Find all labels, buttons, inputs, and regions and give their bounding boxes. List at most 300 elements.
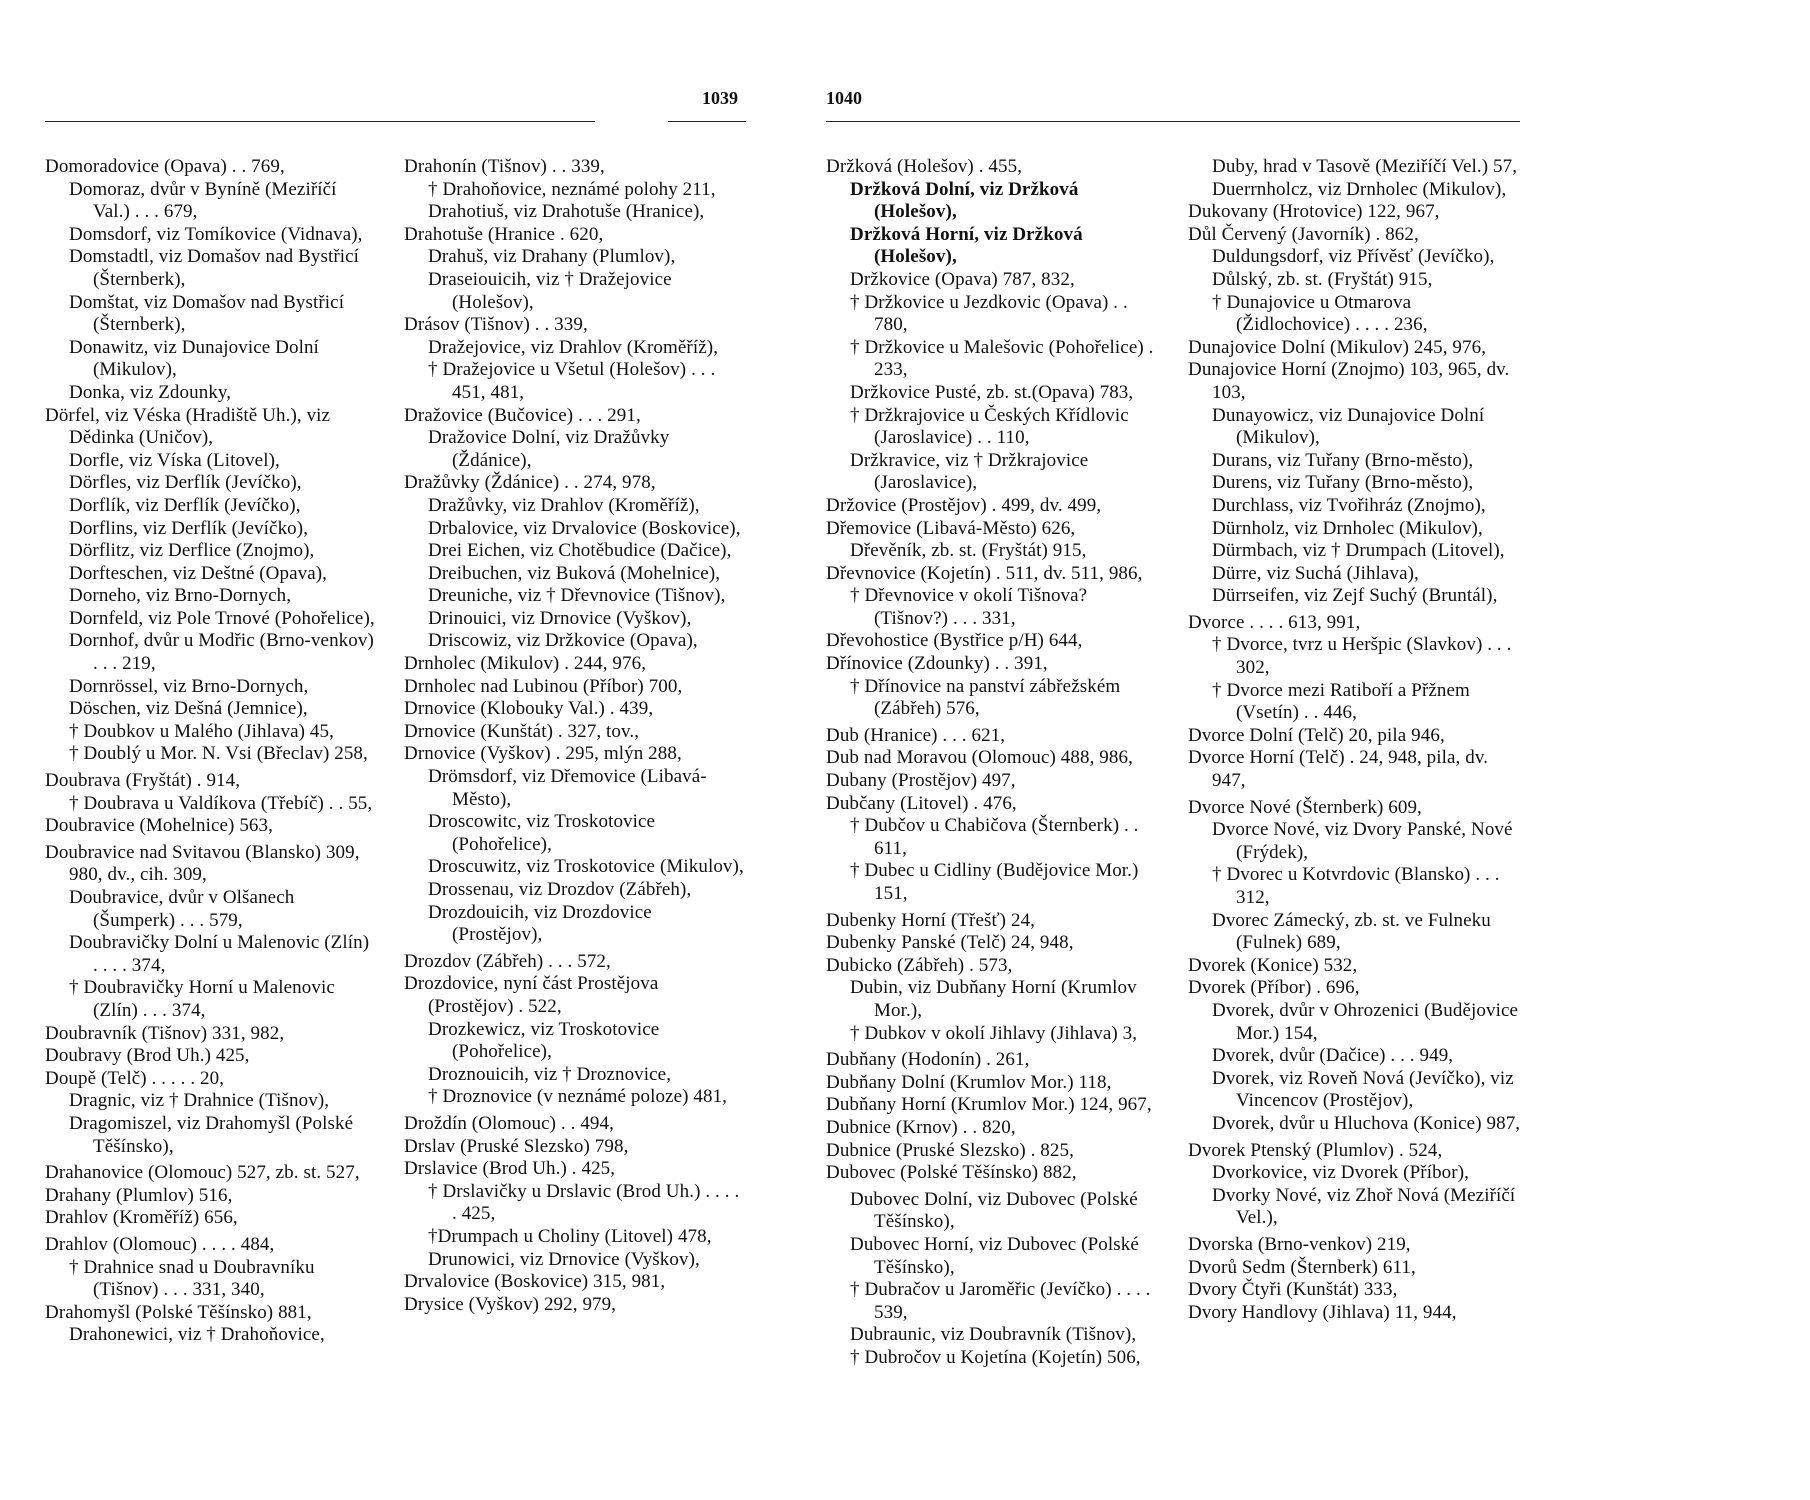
entry-text: Dvorek, dvůr u Hluchova (Konice) 987,	[1212, 1112, 1521, 1134]
index-entry	[1188, 1000, 1523, 1045]
index-entry	[45, 156, 375, 179]
index-entry	[1188, 1257, 1523, 1280]
entry-text: Dubenky Panské (Telč) 24, 948,	[826, 932, 1074, 954]
index-entry	[404, 314, 744, 337]
index-entry	[826, 269, 1161, 292]
index-entry	[45, 1185, 375, 1208]
index-entry	[404, 1181, 744, 1226]
entry-text: Dürnholz, viz Drnholec (Mikulov),	[1212, 517, 1483, 539]
entry-text: Dürre, viz Suchá (Jihlava),	[1212, 562, 1419, 584]
index-column-left-2	[404, 156, 744, 1316]
entry-text: Drásov (Tišnov) . . 339,	[404, 314, 588, 336]
entry-text: Dubňany Dolní (Krumlov Mor.) 118,	[826, 1071, 1112, 1093]
index-entry	[826, 292, 1161, 337]
entry-text: † Dvorce mezi Ratiboří a Přžnem (Vsetín) . . 446,	[1212, 679, 1470, 724]
index-entry	[404, 1294, 744, 1317]
entry-text: Doubravice (Mohelnice) 563,	[45, 815, 273, 837]
index-entry	[826, 1140, 1161, 1163]
entry-text: Dvorce . . . . 613, 991,	[1188, 611, 1361, 633]
index-entry	[1188, 585, 1523, 608]
index-entry	[45, 676, 375, 699]
entry-text: † Dvorce, tvrz u Heršpic (Slavkov) . . . 302,	[1212, 634, 1512, 679]
index-entry	[826, 747, 1161, 770]
index-entry	[45, 977, 375, 1022]
entry-text: Dvory Čtyři (Kunštát) 333,	[1188, 1279, 1398, 1301]
index-entry	[1188, 819, 1523, 864]
index-entry	[826, 932, 1161, 955]
index-entry	[404, 427, 744, 472]
entry-text: Dražůvky, viz Drahlov (Kroměříž),	[428, 494, 700, 516]
entry-text: Drahotiuš, viz Drahotuše (Hranice),	[428, 201, 705, 223]
index-entry	[45, 793, 375, 816]
index-entry	[404, 495, 744, 518]
entry-text: Domsdorf, viz Tomíkovice (Vidnava),	[69, 223, 363, 245]
entry-text: Donka, viz Zdounky,	[69, 381, 232, 403]
entry-text: Dubňany (Hodonín) . 261,	[826, 1049, 1030, 1071]
index-entry	[404, 359, 744, 404]
entry-text: † Droznovice (v neznámé poloze) 481,	[428, 1086, 728, 1108]
index-entry	[404, 1136, 744, 1159]
index-entry	[404, 1086, 744, 1109]
index-entry	[404, 1064, 744, 1087]
entry-text: Dvorky Nové, viz Zhoř Nová (Meziříčí Vel.),	[1212, 1184, 1516, 1229]
index-entry	[1188, 337, 1523, 360]
index-entry	[404, 743, 744, 766]
entry-text: Doubravník (Tišnov) 331, 982,	[45, 1022, 285, 1044]
index-entry	[1188, 179, 1523, 202]
index-entry	[404, 405, 744, 428]
index-entry	[45, 743, 375, 766]
entry-text: † Držkovice u Malešovic (Pohořelice) . 233,	[850, 336, 1154, 381]
entry-text: Dorneho, viz Brno-Dornych,	[69, 585, 292, 607]
index-entry	[45, 1302, 375, 1325]
entry-text: Důl Červený (Javorník) . 862,	[1188, 223, 1419, 245]
index-entry	[826, 1324, 1161, 1347]
index-entry	[826, 1023, 1161, 1046]
entry-text: Drinouici, viz Drnovice (Vyškov),	[428, 607, 692, 629]
index-entry	[826, 337, 1161, 382]
entry-text: Dvorce Nové (Šternberk) 609,	[1188, 796, 1422, 818]
entry-text: Dragnic, viz † Drahnice (Tišnov),	[69, 1090, 330, 1112]
entry-text: Doubravičky Dolní u Malenovic (Zlín) . . . . 374,	[69, 932, 370, 976]
entry-text: Dorflík, viz Derflík (Jevíčko),	[69, 494, 301, 516]
entry-text: Drozdovice, nyní část Prostějova (Prostějov) . 522,	[404, 973, 659, 1017]
index-entry	[1188, 910, 1523, 955]
entry-text: † Dubčov u Chabičova (Šternberk) . . 611,	[850, 815, 1139, 859]
entry-text: † Dřínovice na panství zábřežském (Zábřeh) 576,	[850, 675, 1121, 720]
entry-text: Dubin, viz Dubňany Horní (Krumlov Mor.),	[850, 977, 1137, 1021]
index-entry	[45, 1162, 375, 1185]
index-entry	[404, 902, 744, 947]
index-entry	[404, 269, 744, 314]
entry-text: Dubraunic, viz Doubravník (Tišnov),	[850, 1324, 1137, 1346]
index-entry	[404, 1249, 744, 1272]
entry-text: Doubravice, dvůr v Olšanech (Šumperk) . . . 579,	[69, 887, 295, 931]
index-entry	[404, 973, 744, 1018]
entry-text: Držkravice, viz † Držkrajovice (Jaroslavice),	[850, 449, 1089, 494]
entry-text: Domštat, viz Domašov nad Bystřicí (Šternberk),	[69, 291, 345, 336]
entry-text: Dřemovice (Libavá-Město) 626,	[826, 517, 1076, 539]
header-rule	[826, 121, 1520, 122]
entry-text: Dubany (Prostějov) 497,	[826, 770, 1016, 792]
entry-text: Drahlov (Kroměříž) 656,	[45, 1207, 238, 1229]
index-entry	[826, 1094, 1161, 1117]
entry-text: Dreibuchen, viz Buková (Mohelnice),	[428, 562, 721, 584]
index-entry	[404, 856, 744, 879]
page-number: 1039	[702, 88, 738, 108]
index-entry	[1188, 1279, 1523, 1302]
entry-text: Durens, viz Tuřany (Brno-město),	[1212, 472, 1474, 494]
entry-text: Duby, hrad v Tasově (Meziříčí Vel.) 57,	[1212, 156, 1518, 177]
entry-text: † Drslavičky u Drslavic (Brod Uh.) . . . . . 425,	[428, 1180, 740, 1225]
entry-text: Drvalovice (Boskovice) 315, 981,	[404, 1271, 666, 1293]
index-entry	[1188, 955, 1523, 978]
index-column-right-1	[826, 156, 1161, 1369]
index-entry	[1188, 747, 1523, 792]
entry-text: Dvorec Zámecký, zb. st. ve Fulneku (Fulnek) 689,	[1212, 909, 1491, 954]
entry-text: Dubovec Horní, viz Dubovec (Polské Těšínsko),	[850, 1233, 1139, 1278]
index-entry	[826, 1189, 1161, 1234]
index-entry	[1188, 359, 1523, 404]
index-entry	[45, 518, 375, 541]
entry-text: Doupě (Telč) . . . . . 20,	[45, 1067, 225, 1089]
index-entry	[826, 156, 1161, 179]
entry-text: † Dunajovice u Otmarova (Židlochovice) . . . . 236,	[1212, 291, 1428, 336]
entry-text: † Dubročov u Kojetína (Kojetín) 506,	[850, 1346, 1141, 1368]
entry-text: Dvorů Sedm (Šternberk) 611,	[1188, 1256, 1416, 1278]
entry-text: Dukovany (Hrotovice) 122, 967,	[1188, 201, 1440, 223]
entry-text: Dvorce Horní (Telč) . 24, 948, pila, dv. 947,	[1188, 747, 1489, 792]
entry-text: Dörflitz, viz Derflice (Znojmo),	[69, 540, 315, 562]
index-entry	[826, 450, 1161, 495]
index-entry	[826, 585, 1161, 630]
index-entry	[404, 563, 744, 586]
entry-text: Držkovice Pusté, zb. st.(Opava) 783,	[850, 381, 1134, 403]
index-entry	[45, 1023, 375, 1046]
entry-text: Dražovice Dolní, viz Dražůvky (Ždánice),	[428, 427, 670, 471]
entry-text: Držkovice (Opava) 787, 832,	[850, 268, 1075, 290]
index-entry	[45, 450, 375, 473]
index-entry	[826, 653, 1161, 676]
entry-text: Dvorce Nové, viz Dvory Panské, Nové (Frýdek),	[1212, 819, 1513, 863]
entry-text: Dunajovice Horní (Znojmo) 103, 965, dv. 103,	[1188, 359, 1510, 403]
entry-text: Dornfeld, viz Pole Trnové (Pohořelice),	[69, 607, 375, 629]
index-entry	[826, 1279, 1161, 1324]
entry-text: Dubnice (Pruské Slezsko) . 825,	[826, 1139, 1074, 1161]
entry-text: Duldungsdorf, viz Přívěsť (Jevíčko),	[1212, 246, 1495, 268]
entry-text: † Dvorec u Kotvrdovic (Blansko) . . . 312,	[1212, 864, 1500, 908]
entry-text: Drahanovice (Olomouc) 527, zb. st. 527,	[45, 1162, 360, 1184]
entry-text: † Doublý u Mor. N. Vsi (Břeclav) 258,	[69, 743, 368, 765]
index-entry	[826, 676, 1161, 721]
entry-text: Drahlov (Olomouc) . . . . 484,	[45, 1233, 275, 1255]
index-entry	[45, 246, 375, 291]
entry-text: Dörfles, viz Derflík (Jevíčko),	[69, 472, 302, 494]
entry-text: † Dřevnovice v okolí Tišnova? (Tišnov?) . . . 331,	[850, 585, 1088, 629]
entry-text: Drbalovice, viz Drvalovice (Boskovice),	[428, 517, 741, 539]
index-entry	[826, 770, 1161, 793]
entry-text: Dub (Hranice) . . . 621,	[826, 724, 1006, 746]
index-entry	[1188, 680, 1523, 725]
index-entry	[45, 1324, 375, 1347]
entry-text: Duerrnholcz, viz Drnholec (Mikulov),	[1212, 178, 1507, 200]
index-entry	[1188, 472, 1523, 495]
index-entry	[45, 630, 375, 675]
page-number: 1040	[826, 88, 862, 108]
entry-text: Dürrseifen, viz Zejf Suchý (Bruntál),	[1212, 585, 1498, 607]
index-entry	[404, 540, 744, 563]
entry-text: Dub nad Moravou (Olomouc) 488, 986,	[826, 747, 1133, 769]
entry-text: † Doubravičky Horní u Malenovic (Zlín) . . . 374,	[69, 977, 335, 1021]
entry-text: Droscuwitz, viz Troskotovice (Mikulov),	[428, 856, 744, 878]
index-entry	[45, 815, 375, 838]
index-entry	[826, 382, 1161, 405]
header-rule	[45, 121, 595, 122]
index-entry	[1188, 1185, 1523, 1230]
index-entry	[45, 1207, 375, 1230]
index-entry	[404, 676, 744, 699]
entry-text: Držková Horní, viz Držková (Holešov),	[850, 223, 1083, 268]
entry-text: Domoradovice (Opava) . . 769,	[45, 156, 285, 177]
index-entry	[826, 1162, 1161, 1185]
index-entry	[45, 770, 375, 793]
entry-text: †Drumpach u Choliny (Litovel) 478,	[428, 1225, 712, 1247]
index-entry	[404, 1019, 744, 1064]
index-entry	[826, 815, 1161, 860]
entry-text: Dražovice (Bučovice) . . . 291,	[404, 404, 641, 426]
entry-text: † Dubkov v okolí Jihlavy (Jihlava) 3,	[850, 1022, 1138, 1044]
entry-text: Drahany (Plumlov) 516,	[45, 1184, 233, 1206]
index-entry	[826, 1117, 1161, 1140]
index-entry	[45, 540, 375, 563]
entry-text: Dvorek Ptenský (Plumlov) . 524,	[1188, 1139, 1443, 1161]
entry-text: Držovice (Prostějov) . 499, dv. 499,	[826, 494, 1102, 516]
entry-text: Droždín (Olomouc) . . 494,	[404, 1112, 614, 1134]
entry-text: Dunayowicz, viz Dunajovice Dolní (Mikulov),	[1212, 404, 1485, 449]
index-entry	[826, 224, 1161, 269]
index-entry	[45, 887, 375, 932]
entry-text: Doubravice nad Svitavou (Blansko) 309, 980, dv., cih. 309,	[45, 841, 360, 886]
entry-text: Driscowiz, viz Držkovice (Opava),	[428, 630, 698, 652]
index-entry	[1188, 634, 1523, 679]
index-entry	[826, 725, 1161, 748]
index-entry	[45, 337, 375, 382]
index-entry	[1188, 864, 1523, 909]
entry-text: Dřevohostice (Bystřice p/H) 644,	[826, 630, 1083, 652]
index-entry	[826, 977, 1161, 1022]
entry-text: Dorfteschen, viz Deštné (Opava),	[69, 562, 328, 584]
entry-text: Dubenky Horní (Třešť) 24,	[826, 909, 1036, 931]
index-entry	[1188, 1162, 1523, 1185]
index-entry	[826, 1049, 1161, 1072]
entry-text: Donawitz, viz Dunajovice Dolní (Mikulov),	[69, 336, 319, 381]
index-entry	[1188, 518, 1523, 541]
entry-text: † Doubrava u Valdíkova (Třebíč) . . 55,	[69, 792, 373, 814]
index-entry	[1188, 405, 1523, 450]
entry-text: Dvorska (Brno-venkov) 219,	[1188, 1233, 1411, 1255]
entry-text: Drahuš, viz Drahany (Plumlov),	[428, 246, 676, 268]
entry-text: Drahomyšl (Polské Těšínsko) 881,	[45, 1301, 312, 1323]
entry-text: Dvorek (Příbor) . 696,	[1188, 977, 1360, 999]
entry-text: Dvorek, dvůr (Dačice) . . . 949,	[1212, 1045, 1454, 1067]
index-entry	[826, 179, 1161, 224]
entry-text: † Držkovice u Jezdkovic (Opava) . . 780,	[850, 291, 1128, 336]
index-entry	[826, 860, 1161, 905]
entry-text: Dreuniche, viz † Dřevnovice (Tišnov),	[428, 585, 726, 607]
entry-text: † Drahnice snad u Doubravníku (Tišnov) . . . 331, 340,	[69, 1256, 315, 1301]
index-entry	[404, 951, 744, 974]
entry-text: Dörfel, viz Véska (Hradiště Uh.), viz Dědinka (Uničov),	[45, 404, 331, 449]
entry-text: Dürmbach, viz † Drumpach (Litovel),	[1212, 540, 1505, 562]
index-entry	[404, 721, 744, 744]
entry-text: † Držkrajovice u Českých Křídlovic (Jaroslavice) . . 110,	[850, 404, 1129, 449]
entry-text: Drahotuše (Hranice . 620,	[404, 223, 604, 245]
index-column-left-1	[45, 156, 375, 1347]
index-entry	[404, 811, 744, 856]
index-column-right-2	[1188, 156, 1523, 1324]
index-entry	[826, 630, 1161, 653]
index-entry	[1188, 246, 1523, 269]
index-entry	[826, 955, 1161, 978]
index-entry	[404, 246, 744, 269]
entry-text: † Drahoňovice, neznámé polohy 211,	[428, 178, 716, 200]
entry-text: Drahonewici, viz † Drahoňovice,	[69, 1324, 325, 1346]
entry-text: Drahonín (Tišnov) . . 339,	[404, 156, 605, 177]
index-entry	[826, 563, 1161, 586]
index-entry	[45, 932, 375, 977]
entry-text: Dubovec Dolní, viz Dubovec (Polské Těšínsko),	[850, 1188, 1138, 1233]
index-entry	[1188, 201, 1523, 224]
entry-text: Dražejovice, viz Drahlov (Kroměříž),	[428, 336, 719, 358]
entry-text: Drnovice (Vyškov) . 295, mlýn 288,	[404, 743, 682, 765]
index-entry	[1188, 1140, 1523, 1163]
entry-text: Drossenau, viz Drozdov (Zábřeh),	[428, 879, 692, 900]
entry-text: Dorfle, viz Víska (Litovel),	[69, 449, 280, 471]
entry-text: Drslav (Pruské Slezsko) 798,	[404, 1135, 629, 1157]
entry-text: Droznouicih, viz † Droznovice,	[428, 1063, 672, 1085]
index-entry	[404, 224, 744, 247]
index-entry	[404, 156, 744, 179]
entry-text: Dvorkovice, viz Dvorek (Příbor),	[1212, 1162, 1469, 1184]
index-entry	[45, 721, 375, 744]
index-entry	[1188, 563, 1523, 586]
index-entry	[45, 1234, 375, 1257]
index-entry	[826, 540, 1161, 563]
entry-text: Dubnice (Krnov) . . 820,	[826, 1116, 1016, 1138]
entry-text: Dornrössel, viz Brno-Dornych,	[69, 675, 309, 697]
entry-text: Dřevěník, zb. st. (Fryštát) 915,	[850, 540, 1087, 562]
index-entry	[45, 608, 375, 631]
index-entry	[404, 472, 744, 495]
header-rule-short	[668, 121, 746, 122]
index-entry	[404, 630, 744, 653]
index-entry	[826, 405, 1161, 450]
index-entry	[45, 1068, 375, 1091]
index-entry	[45, 1113, 375, 1158]
index-entry	[45, 382, 375, 405]
index-entry	[404, 518, 744, 541]
entry-text: Dražůvky (Ždánice) . . 274, 978,	[404, 472, 656, 494]
entry-text: Dřínovice (Zdounky) . . 391,	[826, 653, 1048, 675]
index-entry	[404, 201, 744, 224]
entry-text: Drslavice (Brod Uh.) . 425,	[404, 1158, 616, 1180]
index-entry	[404, 766, 744, 811]
entry-text: Drei Eichen, viz Chotěbudice (Dačice),	[428, 540, 732, 562]
index-entry	[1188, 1068, 1523, 1113]
entry-text: † Dražejovice u Všetul (Holešov) . . . 451, 481,	[428, 359, 716, 403]
index-entry	[826, 1234, 1161, 1279]
index-entry	[45, 495, 375, 518]
index-entry	[404, 698, 744, 721]
entry-text: Držková (Holešov) . 455,	[826, 156, 1023, 177]
entry-text: Držková Dolní, viz Držková (Holešov),	[850, 178, 1079, 223]
index-entry	[1188, 725, 1523, 748]
entry-text: Drysice (Vyškov) 292, 979,	[404, 1293, 617, 1315]
entry-text: Dragomiszel, viz Drahomyšl (Polské Těšínsko),	[69, 1112, 354, 1157]
index-entry	[45, 224, 375, 247]
entry-text: Drozkewicz, viz Troskotovice (Pohořelice),	[428, 1018, 660, 1063]
index-entry	[45, 842, 375, 887]
entry-text: Doubrava (Fryštát) . 914,	[45, 770, 241, 792]
entry-text: Dvorce Dolní (Telč) 20, pila 946,	[1188, 724, 1445, 746]
index-entry	[826, 793, 1161, 816]
entry-text: Domstadtl, viz Domašov nad Bystřicí (Šternberk),	[69, 246, 360, 290]
index-entry	[45, 405, 375, 450]
index-entry	[404, 1158, 744, 1181]
index-entry	[826, 495, 1161, 518]
index-entry	[404, 1271, 744, 1294]
entry-text: Drozdouicih, viz Drozdovice (Prostějov),	[428, 901, 652, 946]
index-entry	[45, 472, 375, 495]
entry-text: Döschen, viz Dešná (Jemnice),	[69, 698, 308, 720]
index-entry	[1188, 224, 1523, 247]
entry-text: Drnovice (Kunštát) . 327, tov.,	[404, 720, 640, 742]
entry-text: Drunowici, viz Drnovice (Vyškov),	[428, 1248, 700, 1270]
entry-text: Droscowitc, viz Troskotovice (Pohořelice),	[428, 811, 656, 855]
entry-text: Drömsdorf, viz Dřemovice (Libavá-Město),	[428, 766, 707, 810]
index-entry	[404, 179, 744, 202]
index-entry	[45, 1090, 375, 1113]
index-entry	[826, 1347, 1161, 1370]
index-entry	[404, 608, 744, 631]
index-entry	[45, 585, 375, 608]
index-entry	[1188, 156, 1523, 179]
index-entry	[1188, 495, 1523, 518]
index-entry	[45, 292, 375, 337]
index-entry	[826, 518, 1161, 541]
index-entry	[1188, 1113, 1523, 1136]
index-entry	[45, 563, 375, 586]
entry-text: Dvory Handlovy (Jihlava) 11, 944,	[1188, 1301, 1457, 1323]
index-entry	[1188, 1045, 1523, 1068]
entry-text: Důlský, zb. st. (Fryštát) 915,	[1212, 268, 1433, 290]
index-entry	[1188, 292, 1523, 337]
entry-text: Dornhof, dvůr u Modřic (Brno-venkov) . . . 219,	[69, 630, 374, 675]
entry-text: Dvorek (Konice) 532,	[1188, 954, 1358, 976]
entry-text: Drnholec (Mikulov) . 244, 976,	[404, 653, 647, 675]
index-entry	[404, 879, 744, 902]
index-entry	[826, 1072, 1161, 1095]
index-entry	[826, 910, 1161, 933]
entry-text: Dubicko (Zábřeh) . 573,	[826, 954, 1013, 976]
index-entry	[404, 585, 744, 608]
entry-text: Dubčany (Litovel) . 476,	[826, 792, 1017, 814]
index-entry	[404, 1226, 744, 1249]
index-entry	[45, 1257, 375, 1302]
entry-text: Doubravy (Brod Uh.) 425,	[45, 1045, 250, 1067]
entry-text: Domoraz, dvůr v Byníně (Meziříčí Val.) . . . 679,	[69, 178, 337, 223]
entry-text: Dvorek, viz Roveň Nová (Jevíčko), viz Vincencov (Prostějov),	[1212, 1067, 1514, 1112]
